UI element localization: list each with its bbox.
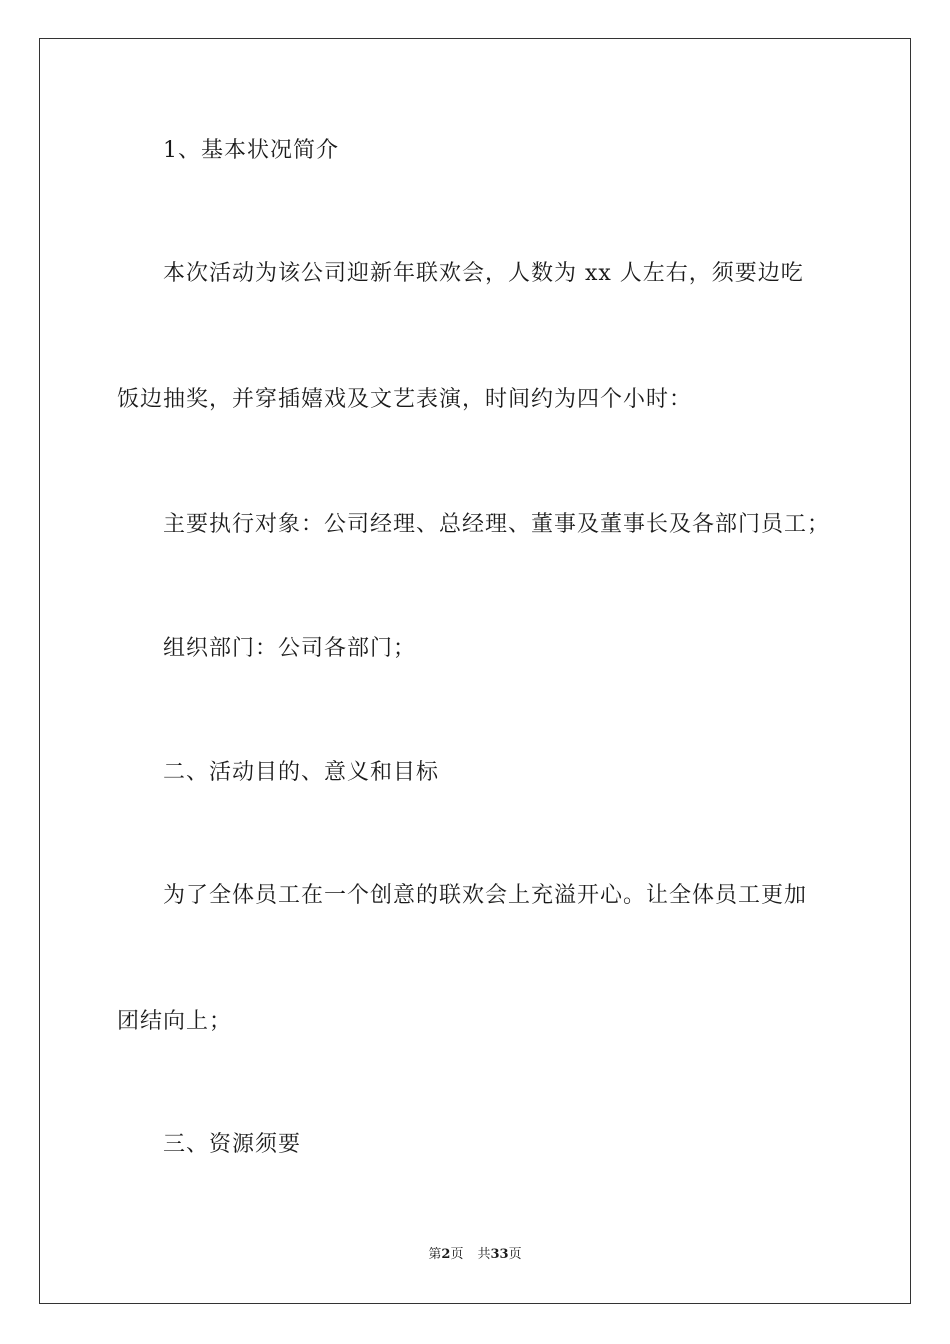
- paragraph-line: 本次活动为该公司迎新年联欢会，人数为 xx 人左右，须要边吃: [163, 261, 804, 286]
- paragraph-line: 饭边抽奖，并穿插嬉戏及文艺表演，时间约为四个小时：: [117, 387, 693, 412]
- paragraph-line: 主要执行对象：公司经理、总经理、董事及董事长及各部门员工；: [163, 512, 831, 537]
- footer-page-prefix: 第: [428, 1247, 442, 1262]
- paragraph-line: 组织部门：公司各部门；: [163, 636, 417, 661]
- footer-total-suffix: 页: [508, 1247, 522, 1262]
- section-heading-resources: 三、资源须要: [163, 1132, 302, 1157]
- footer-page-suffix: 页: [450, 1247, 464, 1262]
- section-heading-goals: 二、活动目的、意义和目标: [163, 760, 440, 785]
- page-border: [39, 38, 911, 1304]
- paragraph-line: 为了全体员工在一个创意的联欢会上充溢开心。让全体员工更加: [163, 883, 808, 908]
- footer-page-current: 2: [441, 1247, 451, 1262]
- page-footer: [0, 1246, 950, 1264]
- paragraph-line: 团结向上；: [117, 1009, 233, 1034]
- footer-total-prefix: 共: [477, 1247, 491, 1262]
- footer-page-total: 33: [490, 1247, 509, 1262]
- section-heading-basic-info: 1、基本状况简介: [163, 138, 339, 163]
